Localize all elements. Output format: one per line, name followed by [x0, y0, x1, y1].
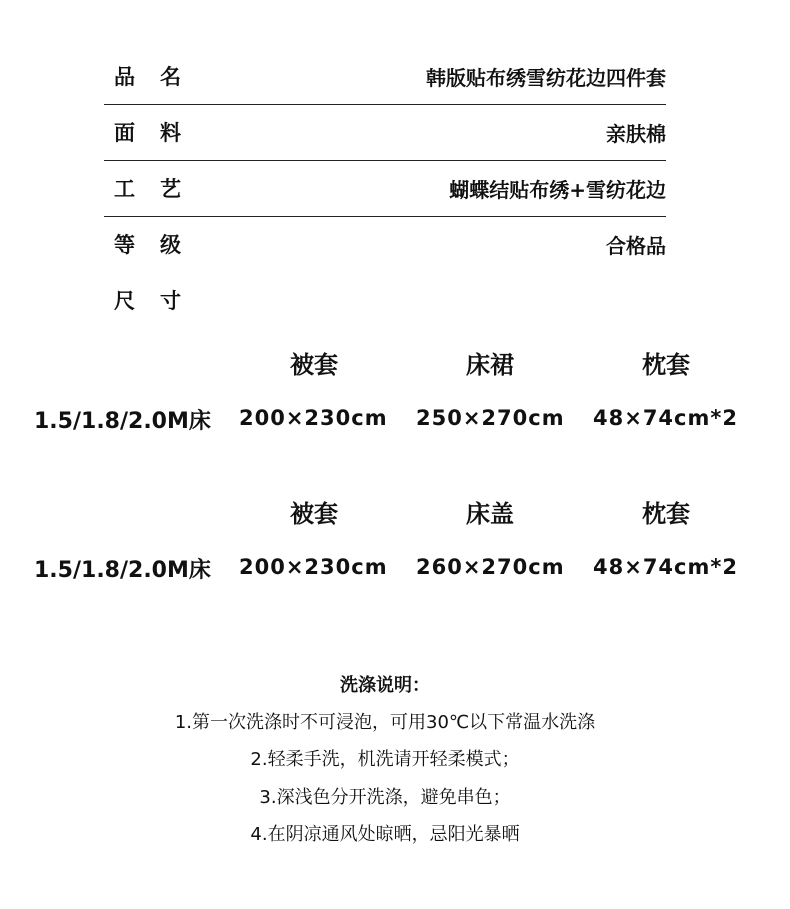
spec-value: 合格品 [606, 234, 666, 258]
spec-label: 品名 [114, 65, 206, 89]
spec-value: 蝴蝶结贴布绣+雪纺花边 [449, 178, 666, 202]
size-value: 200×230cm [239, 406, 388, 430]
size-header: 被套 [290, 500, 338, 528]
size-header: 床盖 [466, 500, 514, 528]
care-line: 1.第一次洗涤时不可浸泡，可用30℃以下常温水洗涤 [174, 712, 596, 733]
size-header: 床裙 [466, 351, 514, 379]
bed-size-label: 1.5/1.8/2.0M床 [34, 409, 211, 434]
spec-row-grade [104, 216, 666, 272]
size-value: 48×74cm*2 [593, 406, 738, 430]
spec-value: 亲肤棉 [606, 122, 666, 146]
care-line: 4.在阴凉通风处晾晒，忌阳光暴晒 [250, 824, 520, 845]
size-value: 250×270cm [416, 406, 565, 430]
spec-label: 尺寸 [114, 289, 206, 313]
spec-value: 韩版贴布绣雪纺花边四件套 [426, 66, 666, 90]
spec-row-fabric [104, 104, 666, 161]
size-header: 枕套 [642, 500, 690, 528]
spec-row-size [104, 272, 666, 328]
spec-label: 面料 [114, 121, 206, 145]
care-line: 2.轻柔手洗，机洗请开轻柔模式； [250, 749, 520, 770]
spec-row-craft [104, 160, 666, 217]
care-title: 洗涤说明： [340, 675, 430, 696]
spec-row-name [104, 48, 666, 105]
size-value: 48×74cm*2 [593, 555, 738, 579]
size-value: 260×270cm [416, 555, 565, 579]
size-header: 枕套 [642, 351, 690, 379]
spec-label: 等级 [114, 233, 206, 257]
care-line: 3.深浅色分开洗涤，避免串色； [259, 787, 511, 808]
size-value: 200×230cm [239, 555, 388, 579]
size-header: 被套 [290, 351, 338, 379]
spec-label: 工艺 [114, 177, 206, 201]
bed-size-label: 1.5/1.8/2.0M床 [34, 558, 211, 583]
